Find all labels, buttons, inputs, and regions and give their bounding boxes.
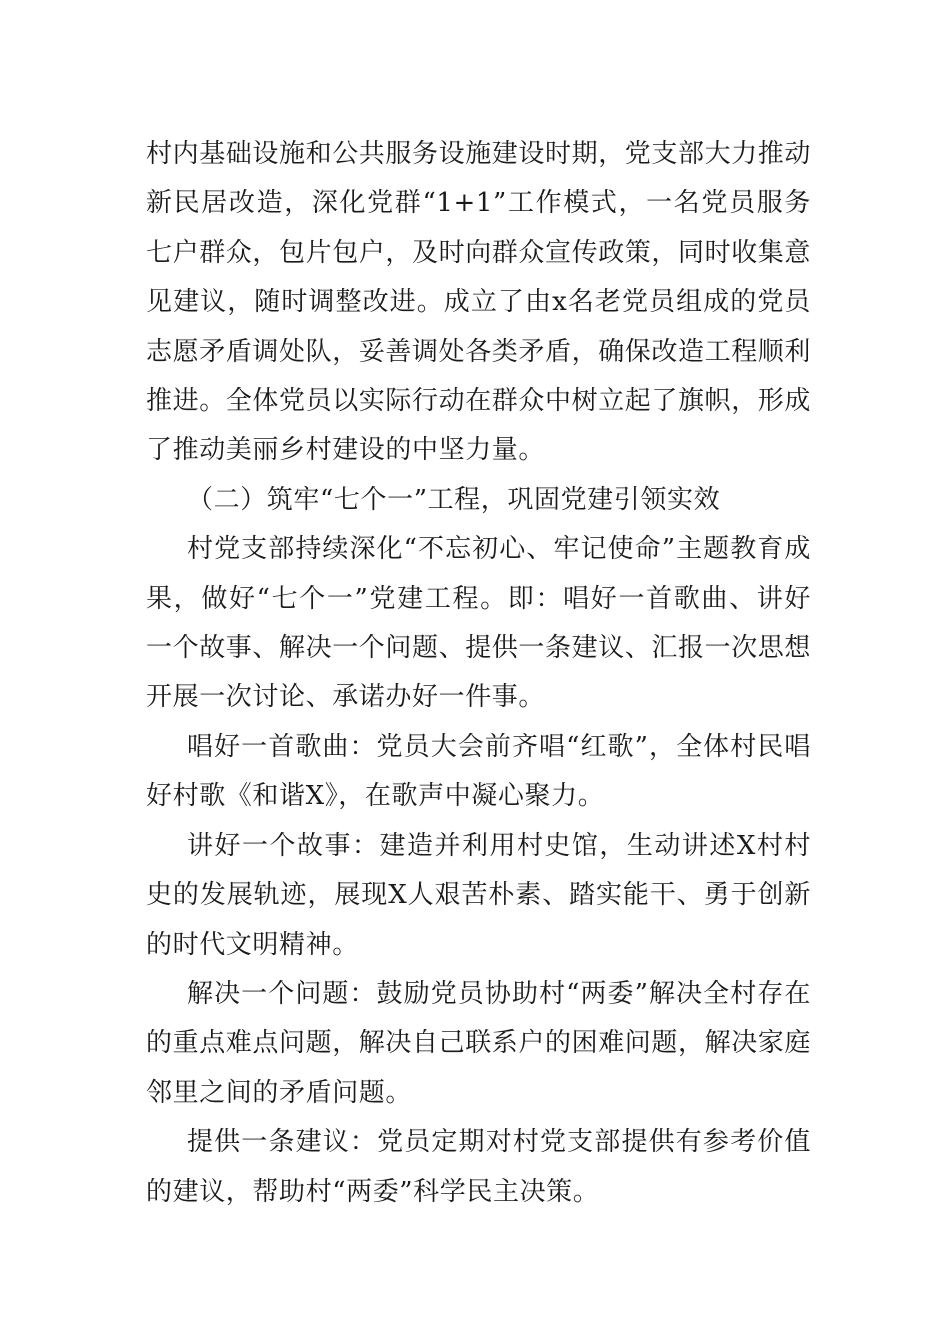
- paragraph-sing-song: 唱好一首歌曲：党员大会前齐唱“红歌”，全体村民唱好村歌《和谐X》，在歌声中凝心聚力。: [146, 731, 811, 812]
- paragraph-seven-ones-intro: 村党支部持续深化“不忘初心、牢记使命”主题教育成果，做好“七个一”党建工程。即：唱好一首歌曲、讲好一个故事、解决一个问题、提供一条建议、汇报一次思想开展一次讨论、承诺办好一件事。: [146, 534, 812, 713]
- section-heading-seven-ones: （二）筑牢“七个一”工程，巩固党建引领实效: [187, 484, 721, 515]
- paragraph-solve-problem: 解决一个问题：鼓励党员协助村“两委”解决全村存在的重点难点问题，解决自己联系户的困难问题，解决家庭邻里之间的矛盾问题。: [146, 978, 812, 1108]
- paragraph-infrastructure: 村内基础设施和公共服务设施建设时期，党支部大力推动新民居改造，深化党群“1+1”工作模式，一名党员服务七户群众，包片包户，及时向群众宣传政策，同时收集意见建议，随时调整改进。成立了由x名老党员组成的党员志愿矛盾调处队，妥善调处各类矛盾，确保改造工程顺利推进。全体党员以实际行动在群众中树立起了旗帜，形成了推动美丽乡村建设的中坚力量。: [146, 139, 812, 466]
- paragraph-tell-story: 讲好一个故事：建造并利用村史馆，生动讲述X村村史的发展轨迹，展现X人艰苦朴素、踏实能干、勇于创新的时代文明精神。: [146, 830, 811, 960]
- paragraph-provide-suggestion: 提供一条建议：党员定期对村党支部提供有参考价值的建议，帮助村“两委”科学民主决策。: [146, 1127, 811, 1207]
- document-body: [146, 130, 811, 1217]
